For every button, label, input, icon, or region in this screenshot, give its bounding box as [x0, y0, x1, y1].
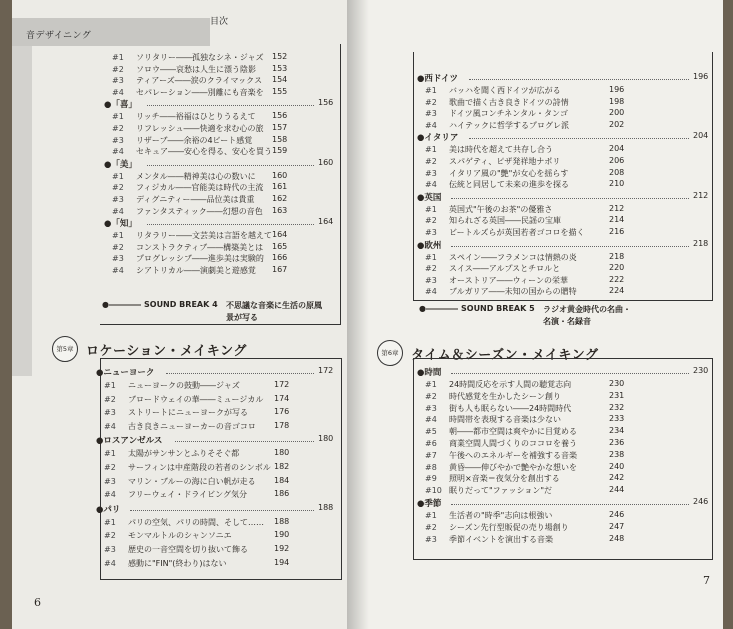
toc-item-page: 186: [274, 489, 290, 499]
toc-item: [112, 123, 263, 134]
toc-group-page: 156: [318, 98, 334, 108]
toc-item: [112, 242, 263, 253]
toc-item-number: #5: [425, 427, 437, 437]
toc-item-number: #2: [104, 531, 116, 541]
toc-item-title: ニューヨークの鼓動――ジャズ: [128, 381, 240, 390]
chapter-title: タイム＆シーズン・メイキング: [411, 348, 599, 363]
toc-item-title: 美は時代を超えて共存し合う: [449, 145, 553, 155]
toc-item: [425, 120, 569, 131]
toc-item: [104, 476, 256, 487]
toc-item-page: 184: [274, 475, 290, 485]
toc-group-page: 164: [318, 217, 334, 227]
sound-break-line: ●――――: [102, 300, 141, 309]
toc-item-page: 162: [272, 194, 288, 203]
toc-item-title: 歌曲で描く古き良きドイツの詩情: [449, 97, 569, 107]
toc-item-page: 196: [609, 85, 625, 94]
toc-item-number: #1: [112, 171, 124, 181]
toc-item-page: 161: [272, 182, 288, 192]
toc-group-title: ●季節: [417, 499, 442, 509]
toc-item-number: #1: [425, 511, 437, 520]
toc-group-page: 230: [693, 366, 709, 375]
toc-item-page: 244: [609, 485, 625, 495]
toc-item-title: リザーブ――余裕の4ビート感覚: [136, 135, 253, 145]
toc-item-title: ストリートにニューヨークが写る: [128, 408, 248, 418]
toc-item-page: 220: [609, 263, 625, 273]
toc-item-page: 240: [609, 461, 625, 471]
toc-item: [425, 252, 577, 263]
toc-item: [425, 462, 577, 473]
toc-item-page: 222: [609, 274, 625, 284]
toc-item: [104, 407, 248, 418]
toc-leader: [469, 79, 689, 80]
toc-item-number: #2: [112, 124, 124, 133]
toc-item-number: #2: [425, 157, 437, 166]
toc-item-number: #1: [104, 449, 116, 459]
toc-item-page: 206: [609, 156, 625, 165]
toc-item-page: 164: [272, 230, 288, 240]
toc-item-number: #3: [425, 534, 437, 544]
toc-item: [104, 517, 264, 528]
toc-item: [112, 206, 263, 217]
toc-item-number: #7: [425, 450, 437, 460]
toc-item-page: 154: [272, 75, 288, 85]
toc-item-title: プログレッシブ――進歩美は実験的: [136, 254, 264, 264]
sound-break-line: ●――――: [419, 304, 458, 313]
toc-item: [112, 111, 256, 122]
toc-item-number: #3: [112, 135, 124, 145]
toc-item-number: #4: [112, 266, 124, 275]
toc-group-title: ●欧州: [417, 240, 442, 251]
toc-item-title: 眠りだって"ファッション"だ: [449, 486, 553, 496]
toc-item-page: 174: [274, 393, 290, 403]
toc-item-number: #3: [112, 254, 124, 264]
toc-item-page: 194: [274, 557, 290, 567]
toc-group-title: ●「喜」: [104, 100, 137, 111]
toc-leader: [451, 246, 689, 247]
toc-item: [425, 414, 561, 425]
toc-item-title: 24時間反応を示す人間の聴覚志向: [449, 380, 572, 389]
toc-leader: [451, 504, 689, 505]
right-page: [347, 0, 723, 629]
toc-item: [112, 87, 264, 98]
toc-item-title: フィジカル――官能美は時代の主流: [136, 183, 264, 193]
toc-item-title: コンストラクティブ――構築美とは: [136, 242, 264, 252]
toc-item-number: #1: [112, 112, 124, 122]
toc-item-page: 163: [272, 205, 288, 215]
toc-group-title: ●イタリア: [417, 133, 459, 144]
toc-group-title: ●「美」: [104, 159, 137, 170]
toc-item-page: 233: [609, 414, 625, 424]
toc-item: [112, 194, 255, 205]
toc-item: [425, 215, 561, 226]
toc-item-page: 210: [609, 179, 625, 189]
toc-item-title: ハイテックに哲学するプログレ派: [449, 120, 569, 130]
toc-item: [112, 230, 272, 241]
toc-leader: [451, 373, 689, 374]
toc-item-page: 248: [609, 533, 625, 543]
toc-label: 目次: [210, 17, 229, 27]
toc-item-title: メンタル――精神美は心の数いに: [136, 171, 256, 181]
toc-item-number: #2: [425, 264, 437, 274]
toc-item-title: リフレッシュ――快適を求む心の旅: [136, 124, 264, 133]
toc-group-title: ●ニューヨーク: [96, 368, 155, 378]
toc-leader: [147, 224, 314, 225]
toc-item-number: #2: [425, 391, 437, 401]
toc-item-title: ブロードウェイの華――ミュージカル: [128, 394, 264, 404]
left-page: [12, 0, 347, 629]
page-number-right: 7: [703, 574, 710, 587]
toc-group-title: ●時間: [417, 368, 442, 378]
toc-group-page: 196: [693, 72, 709, 81]
toc-item-title: 街も人も眠らない――24時間時代: [449, 403, 572, 413]
toc-item-page: 190: [274, 530, 290, 540]
toc-item-number: #1: [425, 380, 437, 389]
toc-item-number: #3: [112, 195, 124, 204]
toc-item-title: 知られざる英国――民謡の宝庫: [449, 216, 561, 226]
toc-group-page: 212: [693, 190, 709, 200]
toc-item: [112, 171, 256, 182]
toc-item: [104, 558, 227, 569]
toc-item-number: #2: [425, 216, 437, 226]
toc-group-page: 188: [318, 502, 334, 512]
toc-item-title: 生活者の"時季"志向は根強い: [449, 511, 553, 520]
toc-item: [104, 380, 240, 391]
toc-item-title: リタラリー――文芸美は言語を越えて: [136, 231, 272, 241]
toc-item: [425, 179, 569, 190]
toc-item-title: 時代感覚を生かしたシーン創り: [449, 391, 561, 401]
toc-item-title: スペイン――フラメンコは情熱の炎: [449, 252, 577, 262]
toc-item-number: #4: [425, 180, 437, 190]
toc-item: [425, 438, 577, 449]
toc-item-page: 214: [609, 215, 625, 225]
toc-item-page: 242: [609, 473, 625, 483]
toc-item-page: 152: [272, 52, 288, 61]
toc-group-title: ●西ドイツ: [417, 74, 458, 84]
toc-item: [425, 227, 584, 238]
toc-item: [104, 421, 256, 432]
toc-item-number: #4: [112, 147, 124, 157]
toc-item: [104, 544, 248, 555]
toc-item-number: #1: [425, 252, 437, 262]
toc-item-title: 季節イベントを演出する音楽: [449, 534, 553, 544]
left-margin-tint: [12, 46, 32, 376]
section-title: 音デザイニング: [26, 31, 92, 41]
toc-item-number: #1: [112, 53, 124, 62]
toc-item-title: ディグニティー――品位美は貴重: [136, 195, 255, 204]
toc-item-number: #9: [425, 474, 437, 484]
toc-item-title: 英国式"午後のお茶"の優雅さ: [449, 204, 553, 214]
toc-group-page: 246: [693, 497, 709, 506]
toc-item: [425, 263, 560, 274]
toc-item-page: 208: [609, 167, 625, 177]
toc-item-title: ビートルズらが英国若者ゴコロを描く: [449, 228, 585, 237]
toc-item-number: #4: [425, 415, 437, 425]
toc-item: [112, 146, 272, 157]
toc-item-number: #10: [425, 486, 442, 496]
toc-item-number: #3: [104, 408, 116, 418]
toc-item-number: #4: [104, 421, 116, 431]
toc-item-title: 太陽がサンサンとふりそそぐ都: [128, 449, 240, 459]
toc-item-page: 172: [274, 380, 290, 389]
toc-item-page: 159: [272, 146, 288, 156]
toc-item-number: #2: [112, 242, 124, 252]
toc-item-title: オーストリア――ウィーンの栄華: [449, 275, 568, 285]
toc-item-title: セキュア――安心を得る、安心を買う: [136, 147, 272, 157]
toc-item: [112, 75, 262, 86]
toc-item-number: #1: [425, 145, 437, 155]
toc-group-page: 160: [318, 157, 334, 167]
toc-item-number: #4: [104, 558, 116, 568]
toc-item: [104, 394, 263, 405]
toc-item: [104, 448, 239, 459]
toc-item: [425, 286, 577, 297]
toc-item-number: #3: [112, 76, 124, 86]
sound-break-title: 名演・名録音: [543, 317, 591, 326]
toc-group-page: 218: [693, 238, 709, 248]
toc-item-page: 232: [609, 402, 625, 412]
toc-item: [112, 64, 256, 75]
toc-item-page: 204: [609, 144, 625, 154]
toc-item-number: #3: [425, 403, 437, 413]
toc-item-number: #2: [425, 522, 437, 532]
toc-item-number: #3: [104, 476, 116, 486]
toc-group-page: 172: [318, 366, 334, 375]
toc-item-page: 200: [609, 108, 625, 118]
toc-item-page: 202: [609, 119, 625, 129]
toc-item-page: 178: [274, 420, 290, 430]
toc-item-page: 216: [609, 227, 625, 236]
toc-item-title: サーフィンは中産階段の若者のシンボル: [128, 463, 271, 472]
toc-item-page: 224: [609, 286, 625, 296]
toc-item-title: ソロウ――哀愁は人生に漂う陰影: [136, 64, 256, 74]
toc-item: [425, 403, 571, 414]
toc-item-title: ソリタリー――孤独なシネ・ジャズ: [136, 53, 264, 62]
toc-item-page: 156: [272, 111, 288, 121]
toc-item-page: 212: [609, 203, 625, 213]
toc-item-page: 246: [609, 510, 625, 519]
toc-item: [425, 168, 568, 179]
toc-item-title: フリーウェイ・ドライビング気分: [128, 490, 247, 500]
toc-item-number: #2: [425, 97, 437, 107]
toc-item-title: 古き良きニューヨーカーの音ゴコロ: [128, 421, 256, 431]
toc-leader: [147, 105, 314, 106]
toc-item: [425, 450, 577, 461]
toc-item: [425, 108, 568, 119]
toc-item-number: #2: [112, 183, 124, 193]
toc-item-number: #4: [425, 120, 437, 130]
toc-item: [425, 426, 577, 437]
toc-item-title: イタリア風の"艶"が女心を揺らす: [449, 168, 569, 178]
toc-item-page: 238: [609, 449, 625, 459]
toc-item-title: リッチ――裕福はひとりうるえて: [136, 112, 256, 122]
toc-item: [112, 253, 264, 264]
toc-item-page: 176: [274, 407, 290, 417]
toc-item-page: 165: [272, 241, 288, 251]
toc-leader: [147, 165, 314, 166]
toc-item: [425, 97, 569, 108]
toc-item-title: ドイツ風コンチネンタル・タンゴ: [449, 109, 568, 119]
toc-leader: [451, 198, 689, 199]
chapter-badge: 第6章: [377, 340, 403, 366]
toc-item-page: 218: [609, 251, 625, 261]
toc-item: [112, 135, 252, 146]
toc-item: [104, 530, 232, 541]
toc-item-page: 160: [272, 170, 288, 180]
toc-item-title: セパレーション――別離にも音楽を: [136, 87, 264, 97]
toc-item-number: #4: [425, 287, 437, 297]
toc-leader: [130, 510, 314, 511]
toc-item-title: 黄昏――伸びやかで艶やかな想いを: [449, 462, 577, 472]
toc-item-page: 192: [274, 544, 290, 553]
toc-group-page: 204: [693, 131, 709, 141]
toc-item-number: #4: [104, 490, 116, 500]
toc-item: [425, 485, 552, 496]
toc-item: [112, 52, 264, 63]
toc-group-title: ●ロスアンゼルス: [96, 436, 163, 447]
toc-item: [104, 462, 271, 473]
toc-item-page: 155: [272, 86, 288, 96]
toc-item: [425, 85, 561, 96]
toc-item: [112, 265, 256, 276]
toc-item-title: 照明×音楽＝夜気分を創出する: [449, 474, 560, 484]
toc-item: [104, 489, 247, 500]
toc-leader: [166, 373, 314, 374]
toc-item-title: 伝統と同居して未来の進歩を探る: [449, 180, 569, 190]
toc-item: [425, 144, 553, 155]
toc-item-number: #3: [425, 228, 437, 237]
toc-item-title: スパゲティ、ピザ発祥地ナポリ: [449, 157, 561, 166]
sound-break-label: SOUND BREAK 4: [144, 300, 218, 309]
toc-item: [425, 391, 561, 402]
toc-item-page: 153: [272, 63, 288, 73]
toc-item-page: 198: [609, 96, 625, 106]
running-header-bar: [12, 18, 210, 46]
toc-item-number: #2: [104, 394, 116, 404]
toc-item-title: バッハを聞く西ドイツが広がる: [449, 86, 561, 95]
toc-item: [425, 379, 571, 390]
toc-item: [425, 510, 552, 521]
toc-item: [425, 156, 560, 167]
toc-item-title: 時間帯を表現する音楽は少ない: [449, 415, 561, 425]
toc-item-title: シーズン先行型販促の売り場創り: [449, 522, 569, 532]
toc-item-title: スイス――アルプスとチロルと: [449, 264, 561, 274]
toc-item-page: 234: [609, 426, 625, 436]
toc-item-number: #4: [112, 206, 124, 216]
toc-item-title: 歴史の一音空間を切り抜いて飾る: [128, 545, 248, 554]
toc-item-title: 感動に"FIN"(終わり)はない: [128, 558, 227, 568]
toc-item-number: #1: [104, 517, 116, 527]
toc-item-page: 182: [274, 462, 290, 471]
toc-item-number: #3: [425, 275, 437, 285]
toc-item: [425, 522, 569, 533]
toc-item-title: シアトリカル――演劇美と遊感覚: [136, 266, 256, 275]
sound-break-title: 不思議な音楽に生活の原風: [226, 301, 322, 310]
toc-item: [425, 275, 568, 286]
toc-item-number: #2: [112, 64, 124, 74]
toc-group-title: ●パリ: [96, 504, 121, 515]
toc-item: [112, 182, 263, 193]
toc-item-title: 午後へのエネルギーを補強する音楽: [449, 450, 577, 460]
toc-item-page: 236: [609, 438, 625, 447]
toc-group-page: 180: [318, 434, 334, 444]
chapter-title: ロケーション・メイキング: [86, 344, 247, 359]
gutter-shadow-right: [347, 0, 369, 629]
toc-item-number: #2: [104, 463, 116, 472]
toc-group-title: ●「知」: [104, 219, 137, 230]
toc-item-number: #3: [425, 109, 437, 119]
toc-item-title: 商業空間人間づくりのココロを養う: [449, 439, 577, 448]
sound-break-label: SOUND BREAK 5: [461, 304, 535, 313]
toc-item: [425, 473, 560, 484]
toc-item-title: ブルガリア――未知の国からの贈特: [449, 287, 577, 297]
toc-item-number: #1: [425, 86, 437, 95]
toc-item-title: モンマルトルのシャンソニエ: [128, 531, 232, 541]
toc-item-title: 朝――都市空間は爽やかに目覚める: [449, 427, 577, 437]
page-number-left: 6: [34, 596, 41, 609]
toc-item-number: #8: [425, 462, 437, 472]
toc-item-page: 158: [272, 134, 288, 144]
toc-item-title: マリン・ブルーの海に白い帆が走る: [128, 476, 256, 486]
toc-item-page: 180: [274, 448, 290, 458]
toc-item-page: 167: [272, 265, 288, 274]
toc-item-title: ティアーズ――涙のクライマックス: [136, 76, 263, 86]
toc-item-number: #6: [425, 439, 437, 448]
toc-item-number: #1: [104, 381, 116, 390]
chapter-badge: 第5章: [52, 336, 78, 362]
toc-item-title: パリの空気、パリの時間、そして……: [128, 517, 264, 527]
toc-item: [425, 204, 552, 215]
sound-break-title: ラジオ黄金時代の名曲・: [543, 305, 631, 314]
toc-item-number: #3: [425, 168, 437, 178]
toc-item-page: 166: [272, 253, 288, 263]
toc-group-title: ●英国: [417, 192, 442, 203]
toc-leader: [469, 138, 689, 139]
sound-break-title: 景が写る: [226, 313, 258, 322]
toc-item-page: 231: [609, 390, 625, 400]
toc-item-number: #1: [112, 231, 124, 241]
toc-item-page: 188: [274, 516, 290, 526]
toc-item: [425, 534, 553, 545]
toc-leader: [175, 441, 314, 442]
toc-item-title: ファンタスティック――幻想の音色: [136, 206, 263, 216]
toc-item-page: 230: [609, 379, 625, 388]
toc-item-number: #4: [112, 87, 124, 97]
toc-item-page: 247: [609, 521, 625, 531]
toc-item-number: #3: [104, 545, 116, 554]
toc-item-page: 157: [272, 123, 288, 132]
toc-item-number: #1: [425, 204, 437, 214]
